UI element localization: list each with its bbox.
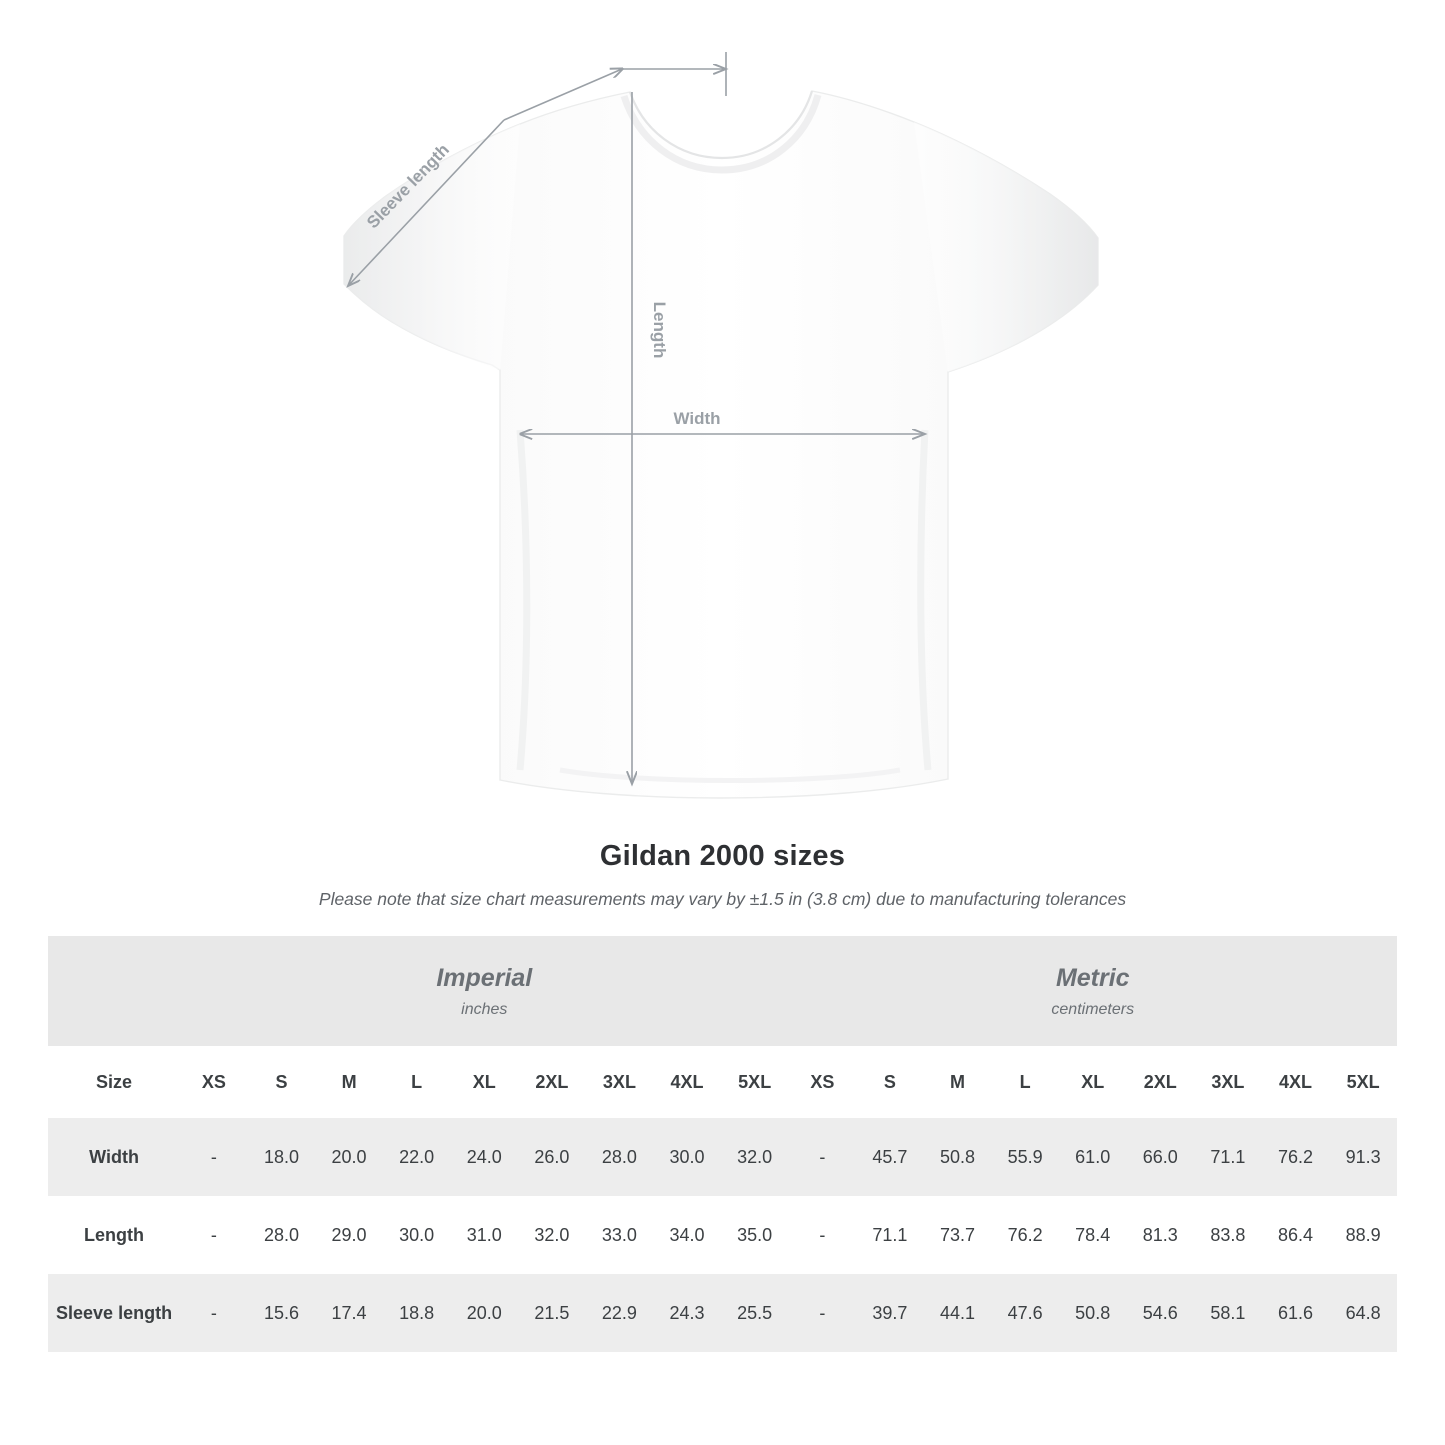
header-imp-m: M	[315, 1046, 383, 1118]
header-met-xs: XS	[789, 1046, 857, 1118]
unit-metric	[789, 936, 1397, 1046]
header-imp-5xl: 5XL	[721, 1046, 789, 1118]
page-title: Gildan 2000 sizes	[599, 840, 846, 872]
unit-spacer	[48, 936, 180, 1046]
size-table	[48, 936, 1397, 1352]
sleeve-length-label: Sleeve length	[363, 140, 453, 233]
unit-header-row	[48, 936, 1397, 1046]
sleeve-met-s: 39.7	[856, 1274, 924, 1352]
width-imp-l: 22.0	[383, 1118, 451, 1196]
unit-imperial-sub: inches	[461, 1000, 508, 1018]
length-met-s: 71.1	[856, 1196, 924, 1274]
width-met-xs: -	[789, 1118, 857, 1196]
width-label: Width	[673, 409, 721, 428]
width-imp-m: 20.0	[315, 1118, 383, 1196]
header-met-5xl: 5XL	[1329, 1046, 1397, 1118]
width-imp-s: 18.0	[248, 1118, 316, 1196]
sleeve-imp-xs: -	[180, 1274, 248, 1352]
length-imp-xl: 31.0	[450, 1196, 518, 1274]
length-imp-xs: -	[180, 1196, 248, 1274]
length-imp-l: 30.0	[383, 1196, 451, 1274]
table-row	[48, 1274, 1397, 1352]
length-imp-4xl: 34.0	[653, 1196, 721, 1274]
header-met-xl: XL	[1059, 1046, 1127, 1118]
unit-metric-name: Metric	[1055, 963, 1130, 992]
sleeve-met-4xl: 61.6	[1262, 1274, 1330, 1352]
sleeve-imp-s: 15.6	[248, 1274, 316, 1352]
unit-metric-sub: centimeters	[1051, 1000, 1135, 1018]
sleeve-imp-xl: 20.0	[450, 1274, 518, 1352]
length-met-4xl: 86.4	[1262, 1196, 1330, 1274]
title-block	[0, 840, 1445, 910]
length-met-l: 76.2	[991, 1196, 1059, 1274]
width-imp-xl: 24.0	[450, 1118, 518, 1196]
size-header-row	[48, 1046, 1397, 1118]
table-row	[48, 1196, 1397, 1274]
header-imp-l: L	[383, 1046, 451, 1118]
length-met-5xl: 88.9	[1329, 1196, 1397, 1274]
sleeve-met-xs: -	[789, 1274, 857, 1352]
width-met-4xl: 76.2	[1262, 1118, 1330, 1196]
row-label-sleeve-length: Sleeve length	[48, 1274, 180, 1352]
length-imp-m: 29.0	[315, 1196, 383, 1274]
sleeve-met-3xl: 58.1	[1194, 1274, 1262, 1352]
width-imp-3xl: 28.0	[586, 1118, 654, 1196]
sleeve-imp-4xl: 24.3	[653, 1274, 721, 1352]
width-imp-xs: -	[180, 1118, 248, 1196]
sleeve-met-2xl: 54.6	[1127, 1274, 1195, 1352]
header-size: Size	[48, 1046, 180, 1118]
sleeve-met-5xl: 64.8	[1329, 1274, 1397, 1352]
tshirt-shape	[344, 91, 1098, 798]
width-met-l: 55.9	[991, 1118, 1059, 1196]
width-imp-2xl: 26.0	[518, 1118, 586, 1196]
width-met-3xl: 71.1	[1194, 1118, 1262, 1196]
size-table-wrap	[48, 936, 1397, 1352]
length-imp-2xl: 32.0	[518, 1196, 586, 1274]
width-met-xl: 61.0	[1059, 1118, 1127, 1196]
length-imp-3xl: 33.0	[586, 1196, 654, 1274]
sleeve-imp-m: 17.4	[315, 1274, 383, 1352]
length-imp-s: 28.0	[248, 1196, 316, 1274]
unit-imperial	[180, 936, 788, 1046]
length-met-3xl: 83.8	[1194, 1196, 1262, 1274]
tolerance-note: Please note that size chart measurements may vary by ±1.5 in (3.8 cm) due to manufacturing tolerances	[318, 889, 1127, 909]
width-met-s: 45.7	[856, 1118, 924, 1196]
header-met-3xl: 3XL	[1194, 1046, 1262, 1118]
header-met-2xl: 2XL	[1127, 1046, 1195, 1118]
length-met-m: 73.7	[924, 1196, 992, 1274]
length-met-xl: 78.4	[1059, 1196, 1127, 1274]
unit-imperial-name: Imperial	[436, 963, 533, 992]
header-imp-xl: XL	[450, 1046, 518, 1118]
sleeve-met-m: 44.1	[924, 1274, 992, 1352]
header-met-m: M	[924, 1046, 992, 1118]
table-row	[48, 1118, 1397, 1196]
row-label-length: Length	[48, 1196, 180, 1274]
sleeve-met-l: 47.6	[991, 1274, 1059, 1352]
sleeve-met-xl: 50.8	[1059, 1274, 1127, 1352]
length-met-xs: -	[789, 1196, 857, 1274]
header-met-s: S	[856, 1046, 924, 1118]
width-imp-4xl: 30.0	[653, 1118, 721, 1196]
header-imp-3xl: 3XL	[586, 1046, 654, 1118]
sleeve-imp-3xl: 22.9	[586, 1274, 654, 1352]
length-met-2xl: 81.3	[1127, 1196, 1195, 1274]
header-imp-2xl: 2XL	[518, 1046, 586, 1118]
length-label: Length	[650, 301, 669, 359]
row-label-width: Width	[48, 1118, 180, 1196]
length-imp-5xl: 35.0	[721, 1196, 789, 1274]
width-imp-5xl: 32.0	[721, 1118, 789, 1196]
sleeve-imp-2xl: 21.5	[518, 1274, 586, 1352]
sleeve-imp-l: 18.8	[383, 1274, 451, 1352]
header-met-l: L	[991, 1046, 1059, 1118]
width-met-m: 50.8	[924, 1118, 992, 1196]
sleeve-imp-5xl: 25.5	[721, 1274, 789, 1352]
header-imp-4xl: 4XL	[653, 1046, 721, 1118]
width-met-5xl: 91.3	[1329, 1118, 1397, 1196]
header-met-4xl: 4XL	[1262, 1046, 1330, 1118]
header-imp-xs: XS	[180, 1046, 248, 1118]
header-imp-s: S	[248, 1046, 316, 1118]
width-met-2xl: 66.0	[1127, 1118, 1195, 1196]
